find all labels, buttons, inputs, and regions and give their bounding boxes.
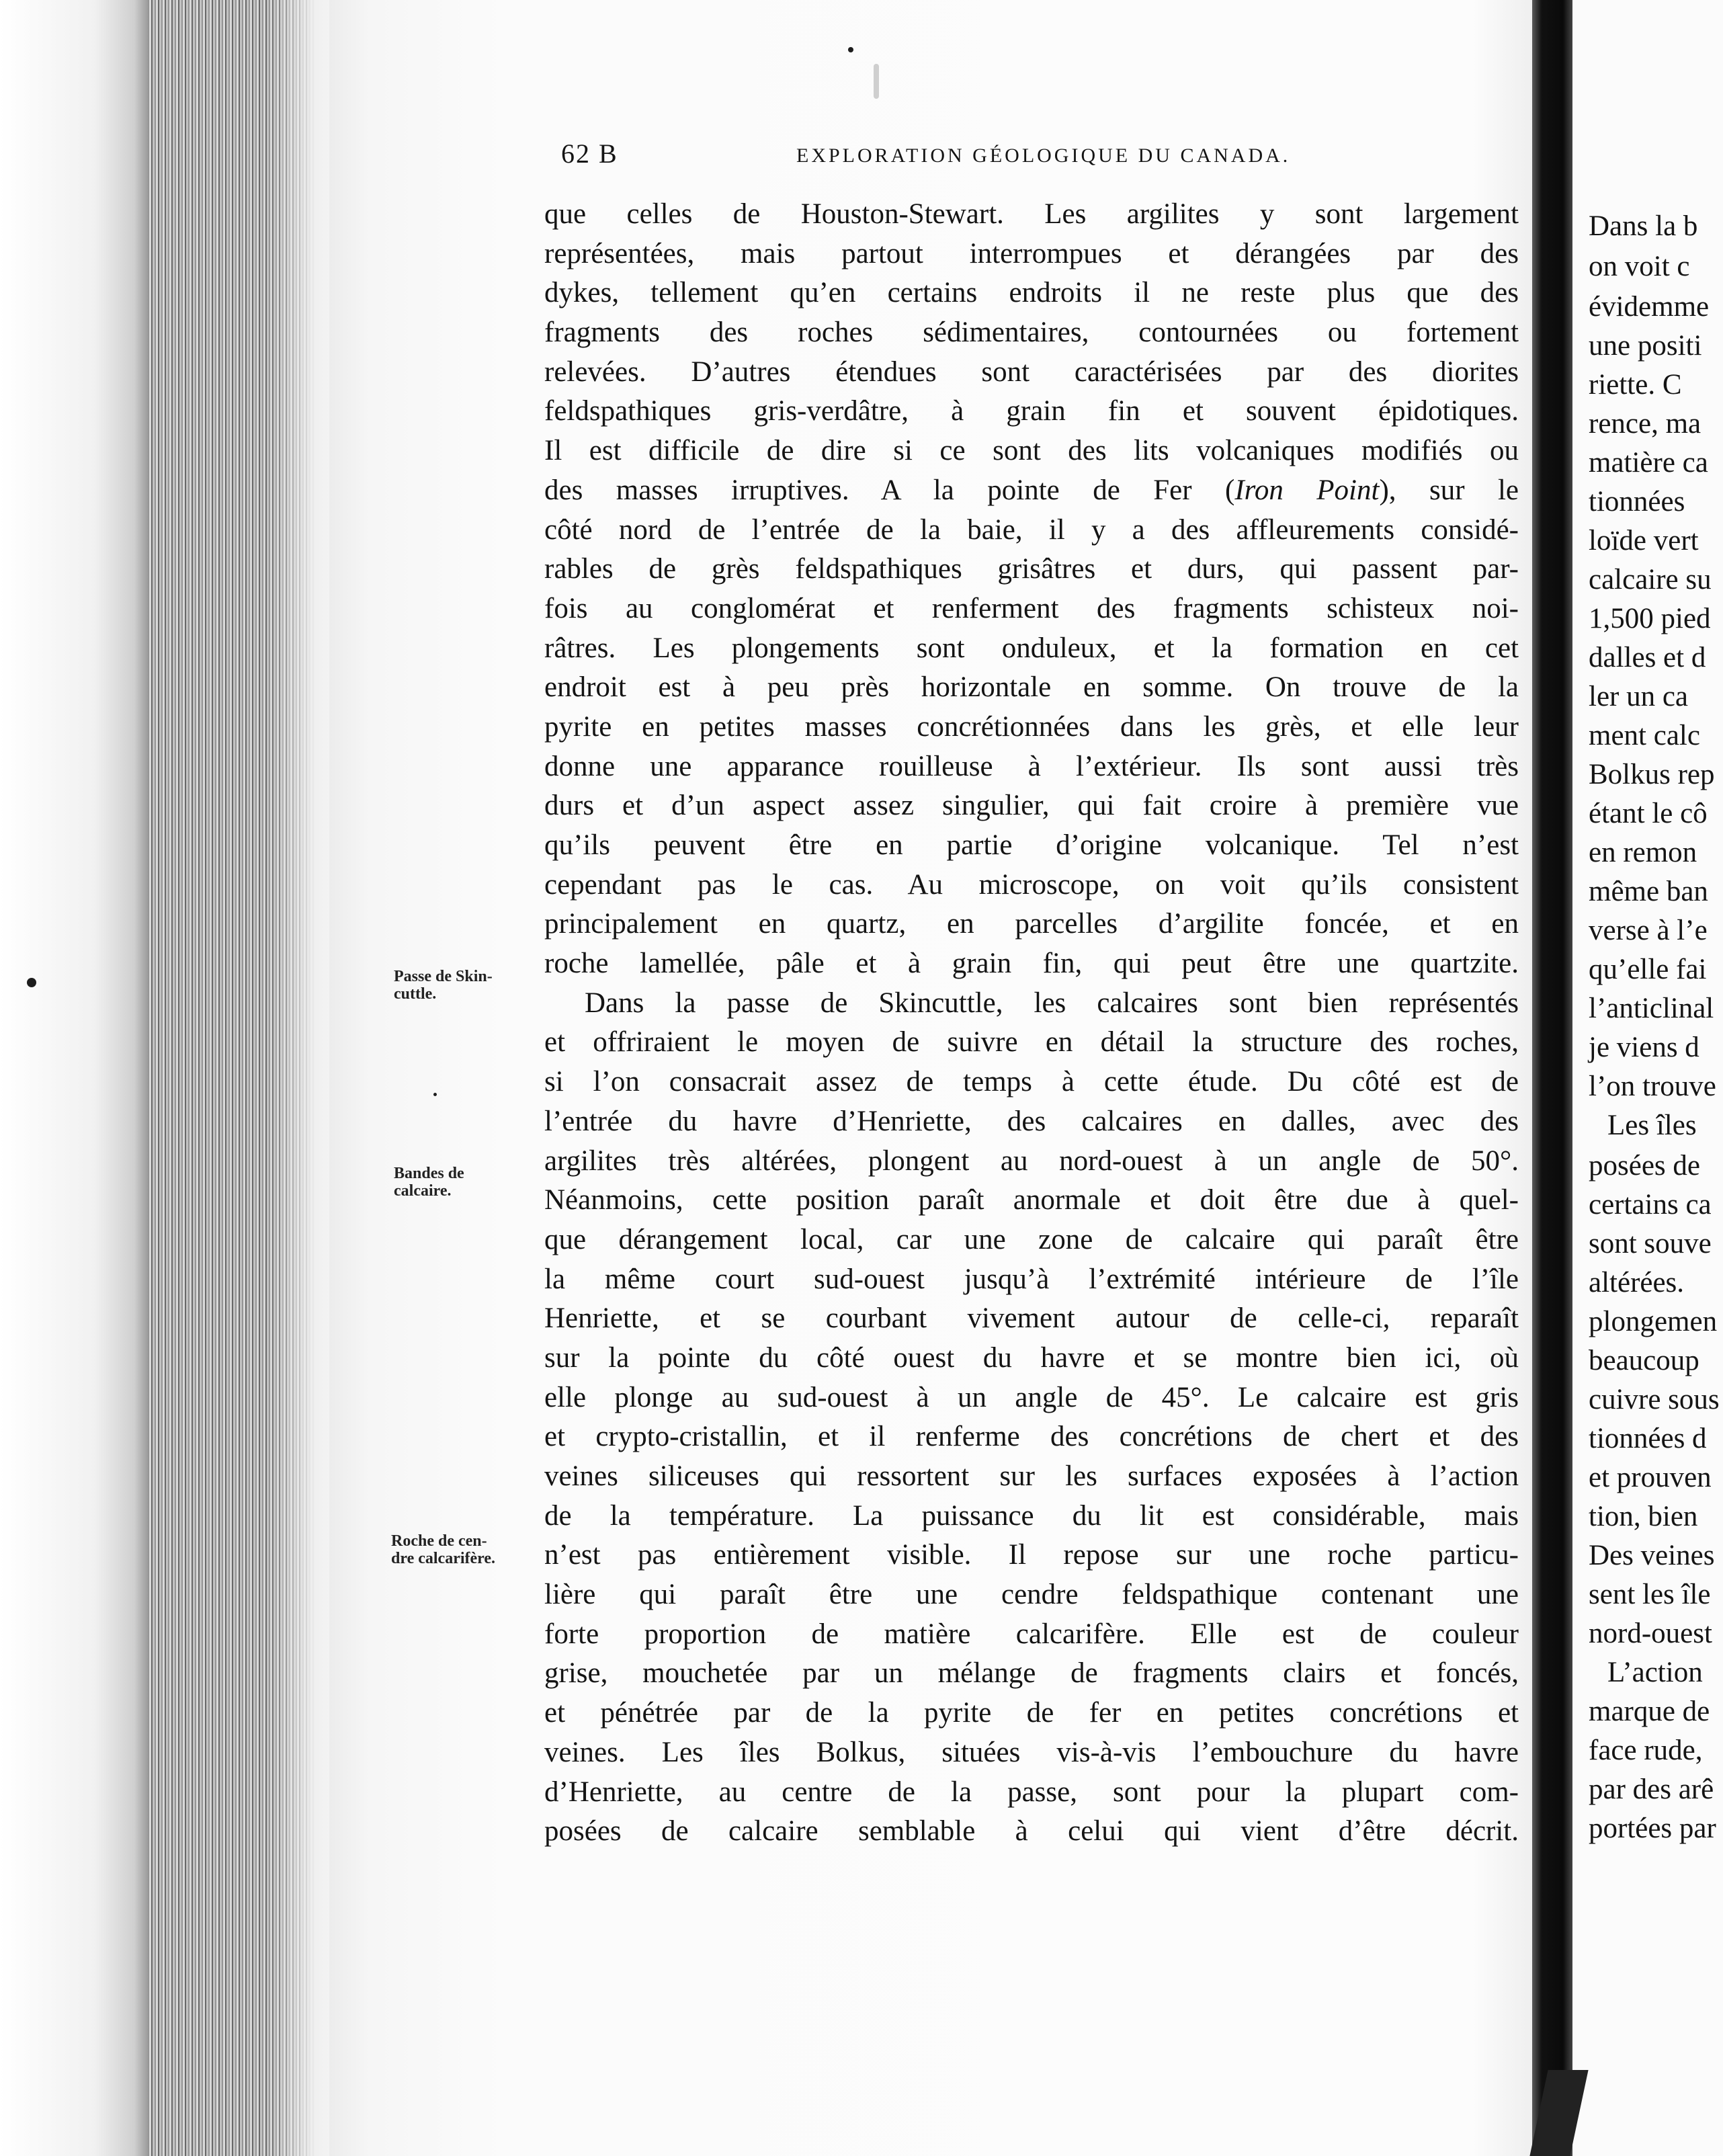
adjacent-page-line: calcaire su	[1589, 564, 1712, 595]
body-text-line: et crypto-cristallin, et il renferme des concrétions de chert et des	[544, 1421, 1519, 1453]
body-text-line: Il est difficile de dire si ce sont des lits volcaniques modifiés ou	[544, 435, 1519, 467]
body-text-line: pyrite en petites masses concrétionnées dans les grès, et elle leur	[544, 710, 1519, 743]
side-note-line: dre calcarifère.	[391, 1550, 496, 1567]
body-text-line: de la température. La puissance du lit est considérable, mais	[544, 1499, 1519, 1532]
side-note-roche-de-cendre	[391, 1532, 495, 1567]
adjacent-page-line: Bolkus rep	[1589, 759, 1715, 790]
adjacent-page-line: posées de	[1589, 1150, 1700, 1181]
adjacent-page-line: l’anticlinal	[1589, 993, 1714, 1024]
body-text-line: dykes, tellement qu’en certains endroits il ne reste plus que des	[544, 277, 1519, 309]
body-text-line: durs et d’un aspect assez singulier, qui fait croire à première vue	[544, 790, 1519, 822]
adjacent-page-line: Des veines	[1589, 1540, 1715, 1571]
side-note-line: Bandes de	[394, 1165, 464, 1182]
body-text-line: fragments des roches sédimentaires, contournées ou fortement	[544, 317, 1519, 349]
adjacent-page-line: tion, bien	[1589, 1501, 1698, 1532]
adjacent-page-line: 1,500 pied	[1589, 603, 1711, 634]
body-text-line: si l’on consacrait assez de temps à cette étude. Du côté est de	[544, 1066, 1519, 1098]
book-gutter	[1532, 0, 1572, 2156]
adjacent-page-line: marque de	[1589, 1696, 1710, 1727]
adjacent-page-line: matière ca	[1589, 447, 1708, 479]
adjacent-page-line: face rude,	[1589, 1735, 1703, 1766]
adjacent-page-line: étant le cô	[1589, 798, 1708, 829]
body-text-line: représentées, mais partout interrompues et dérangées par des	[544, 237, 1519, 270]
body-text-line: argilites très altérées, plongent au nord-ouest à un angle de 50°.	[544, 1145, 1519, 1177]
adjacent-page-line: ler un ca	[1589, 681, 1689, 712]
adjacent-page-line: sont souve	[1589, 1228, 1712, 1259]
adjacent-page-line: Les îles	[1607, 1110, 1697, 1141]
adjacent-page-line: nord-ouest	[1589, 1618, 1712, 1649]
adjacent-page-line: dalles et d	[1589, 642, 1706, 673]
adjacent-page-line: Dans la b	[1589, 210, 1698, 242]
adjacent-page-line: altérées.	[1589, 1267, 1685, 1298]
adjacent-page-line: ment calc	[1589, 720, 1700, 751]
body-text-line: et offriraient le moyen de suivre en détail la structure des roches,	[544, 1026, 1519, 1059]
adjacent-page-line: riette. C	[1589, 369, 1682, 401]
body-text-line: rables de grès feldspathiques grisâtres et durs, qui passent par-	[544, 553, 1519, 585]
body-text-line: d’Henriette, au centre de la passe, sont pour la plupart com-	[544, 1776, 1519, 1808]
body-text-line: donne une apparance rouilleuse à l’extérieur. Ils sont aussi très	[544, 750, 1519, 782]
adjacent-page-line: L’action	[1607, 1657, 1703, 1688]
body-text-line: veines. Les îles Bolkus, situées vis-à-vis l’embouchure du havre	[544, 1736, 1519, 1768]
body-text-line: que celles de Houston-Stewart. Les argilites y sont largement	[544, 198, 1519, 230]
adjacent-page-line: cuivre sous	[1589, 1384, 1720, 1415]
body-text-line: Néanmoins, cette position paraît anormale et doit être due à quel-	[544, 1184, 1519, 1216]
ink-speck	[874, 64, 879, 99]
body-text-line: elle plonge au sud-ouest à un angle de 45°. Le calcaire est gris	[544, 1381, 1519, 1413]
adjacent-page-line: l’on trouve	[1589, 1071, 1716, 1102]
body-text-line: forte proportion de matière calcarifère. Elle est de couleur	[544, 1618, 1519, 1650]
body-text-line: Henriette, et se courbant vivement autour de celle-ci, reparaît	[544, 1302, 1519, 1335]
running-head	[561, 138, 1341, 178]
adjacent-page-line: et prouven	[1589, 1462, 1712, 1493]
side-note-line: cuttle.	[394, 985, 437, 1003]
adjacent-page-line: on voit c	[1589, 251, 1690, 282]
body-text-line: feldspathiques gris-verdâtre, à grain fin et souvent épidotiques.	[544, 395, 1519, 427]
ink-speck	[848, 47, 853, 52]
body-text-line: l’entrée du havre d’Henriette, des calcaires en dalles, avec des	[544, 1105, 1519, 1137]
page-number: 62 B	[561, 138, 618, 169]
body-text-line: lière qui paraît être une cendre feldspathique contenant une	[544, 1579, 1519, 1611]
adjacent-page-line: même ban	[1589, 876, 1708, 907]
ink-speck	[433, 1093, 437, 1096]
running-head-title: EXPLORATION GÉOLOGIQUE DU CANADA.	[796, 144, 1291, 167]
body-text-line: endroit est à peu près horizontale en somme. On trouve de la	[544, 671, 1519, 704]
adjacent-page-line: évidemme	[1589, 291, 1710, 323]
adjacent-page-line: en remon	[1589, 837, 1697, 868]
adjacent-page-line: beaucoup	[1589, 1345, 1699, 1376]
body-text	[544, 195, 1519, 1852]
adjacent-page-line: tionnées	[1589, 486, 1685, 517]
adjacent-page-line: je viens d	[1589, 1032, 1699, 1063]
adjacent-page-line: loïde vert	[1589, 525, 1699, 556]
adjacent-page-line: tionnées d	[1589, 1423, 1707, 1454]
side-note-line: calcaire.	[394, 1182, 452, 1200]
body-text-line: râtres. Les plongements sont onduleux, et la formation en cet	[544, 632, 1519, 664]
body-text-line: posées de calcaire semblable à celui qui vient d’être décrit.	[544, 1815, 1519, 1848]
side-note-line: Passe de Skin-	[394, 968, 493, 985]
body-text-line: des masses irruptives. A la pointe de Fer (Iron Point), sur le	[544, 474, 1519, 506]
body-text-line: sur la pointe du côté ouest du havre et se montre bien ici, où	[544, 1341, 1519, 1374]
body-text-line: grise, mouchetée par un mélange de fragments clairs et foncés,	[544, 1657, 1519, 1690]
adjacent-page-line: verse à l’e	[1589, 915, 1708, 946]
adjacent-page-line: sent les île	[1589, 1579, 1711, 1610]
body-text-line: qu’ils peuvent être en partie d’origine volcanique. Tel n’est	[544, 829, 1519, 861]
scan-left-margin	[0, 0, 148, 2156]
body-text-line: fois au conglomérat et renferment des fragments schisteux noi-	[544, 592, 1519, 624]
body-text-line: roche lamellée, pâle et à grain fin, qui peut être une quartzite.	[544, 948, 1519, 980]
body-text-line: Dans la passe de Skincuttle, les calcaires sont bien représentés	[585, 987, 1519, 1019]
adjacent-page-line: portées par	[1589, 1813, 1716, 1844]
body-text-line: la même court sud-ouest jusqu’à l’extrémité intérieure de l’île	[544, 1263, 1519, 1295]
adjacent-page-line: par des arê	[1589, 1774, 1714, 1805]
adjacent-page-line: qu’elle fai	[1589, 954, 1707, 985]
body-text-line: et pénétrée par de la pyrite de fer en petites concrétions et	[544, 1697, 1519, 1729]
adjacent-page-line: une positi	[1589, 330, 1702, 362]
body-text-line: principalement en quartz, en parcelles d’argilite foncée, et en	[544, 908, 1519, 940]
body-text-line: que dérangement local, car une zone de calcaire qui paraît être	[544, 1223, 1519, 1255]
adjacent-page-line: certains ca	[1589, 1189, 1712, 1220]
side-note-passe-de-skincuttle	[394, 968, 493, 1003]
side-note-line: Roche de cen-	[391, 1532, 487, 1550]
italic-place-name: Iron Point	[1234, 474, 1380, 506]
body-text-line: relevées. D’autres étendues sont caractérisées par des diorites	[544, 356, 1519, 388]
body-text-line: cependant pas le cas. Au microscope, on voit qu’ils consistent	[544, 868, 1519, 901]
adjacent-page-line: rence, ma	[1589, 408, 1701, 440]
side-note-bandes-de-calcaire	[394, 1165, 464, 1200]
adjacent-page-line: plongemen	[1589, 1306, 1718, 1337]
body-text-line: n’est pas entièrement visible. Il repose sur une roche particu-	[544, 1539, 1519, 1571]
body-text-line: veines siliceuses qui ressortent sur les surfaces exposées à l’action	[544, 1460, 1519, 1492]
body-text-line: côté nord de l’entrée de la baie, il y a des affleurements considé-	[544, 513, 1519, 546]
ink-speck	[27, 978, 36, 987]
